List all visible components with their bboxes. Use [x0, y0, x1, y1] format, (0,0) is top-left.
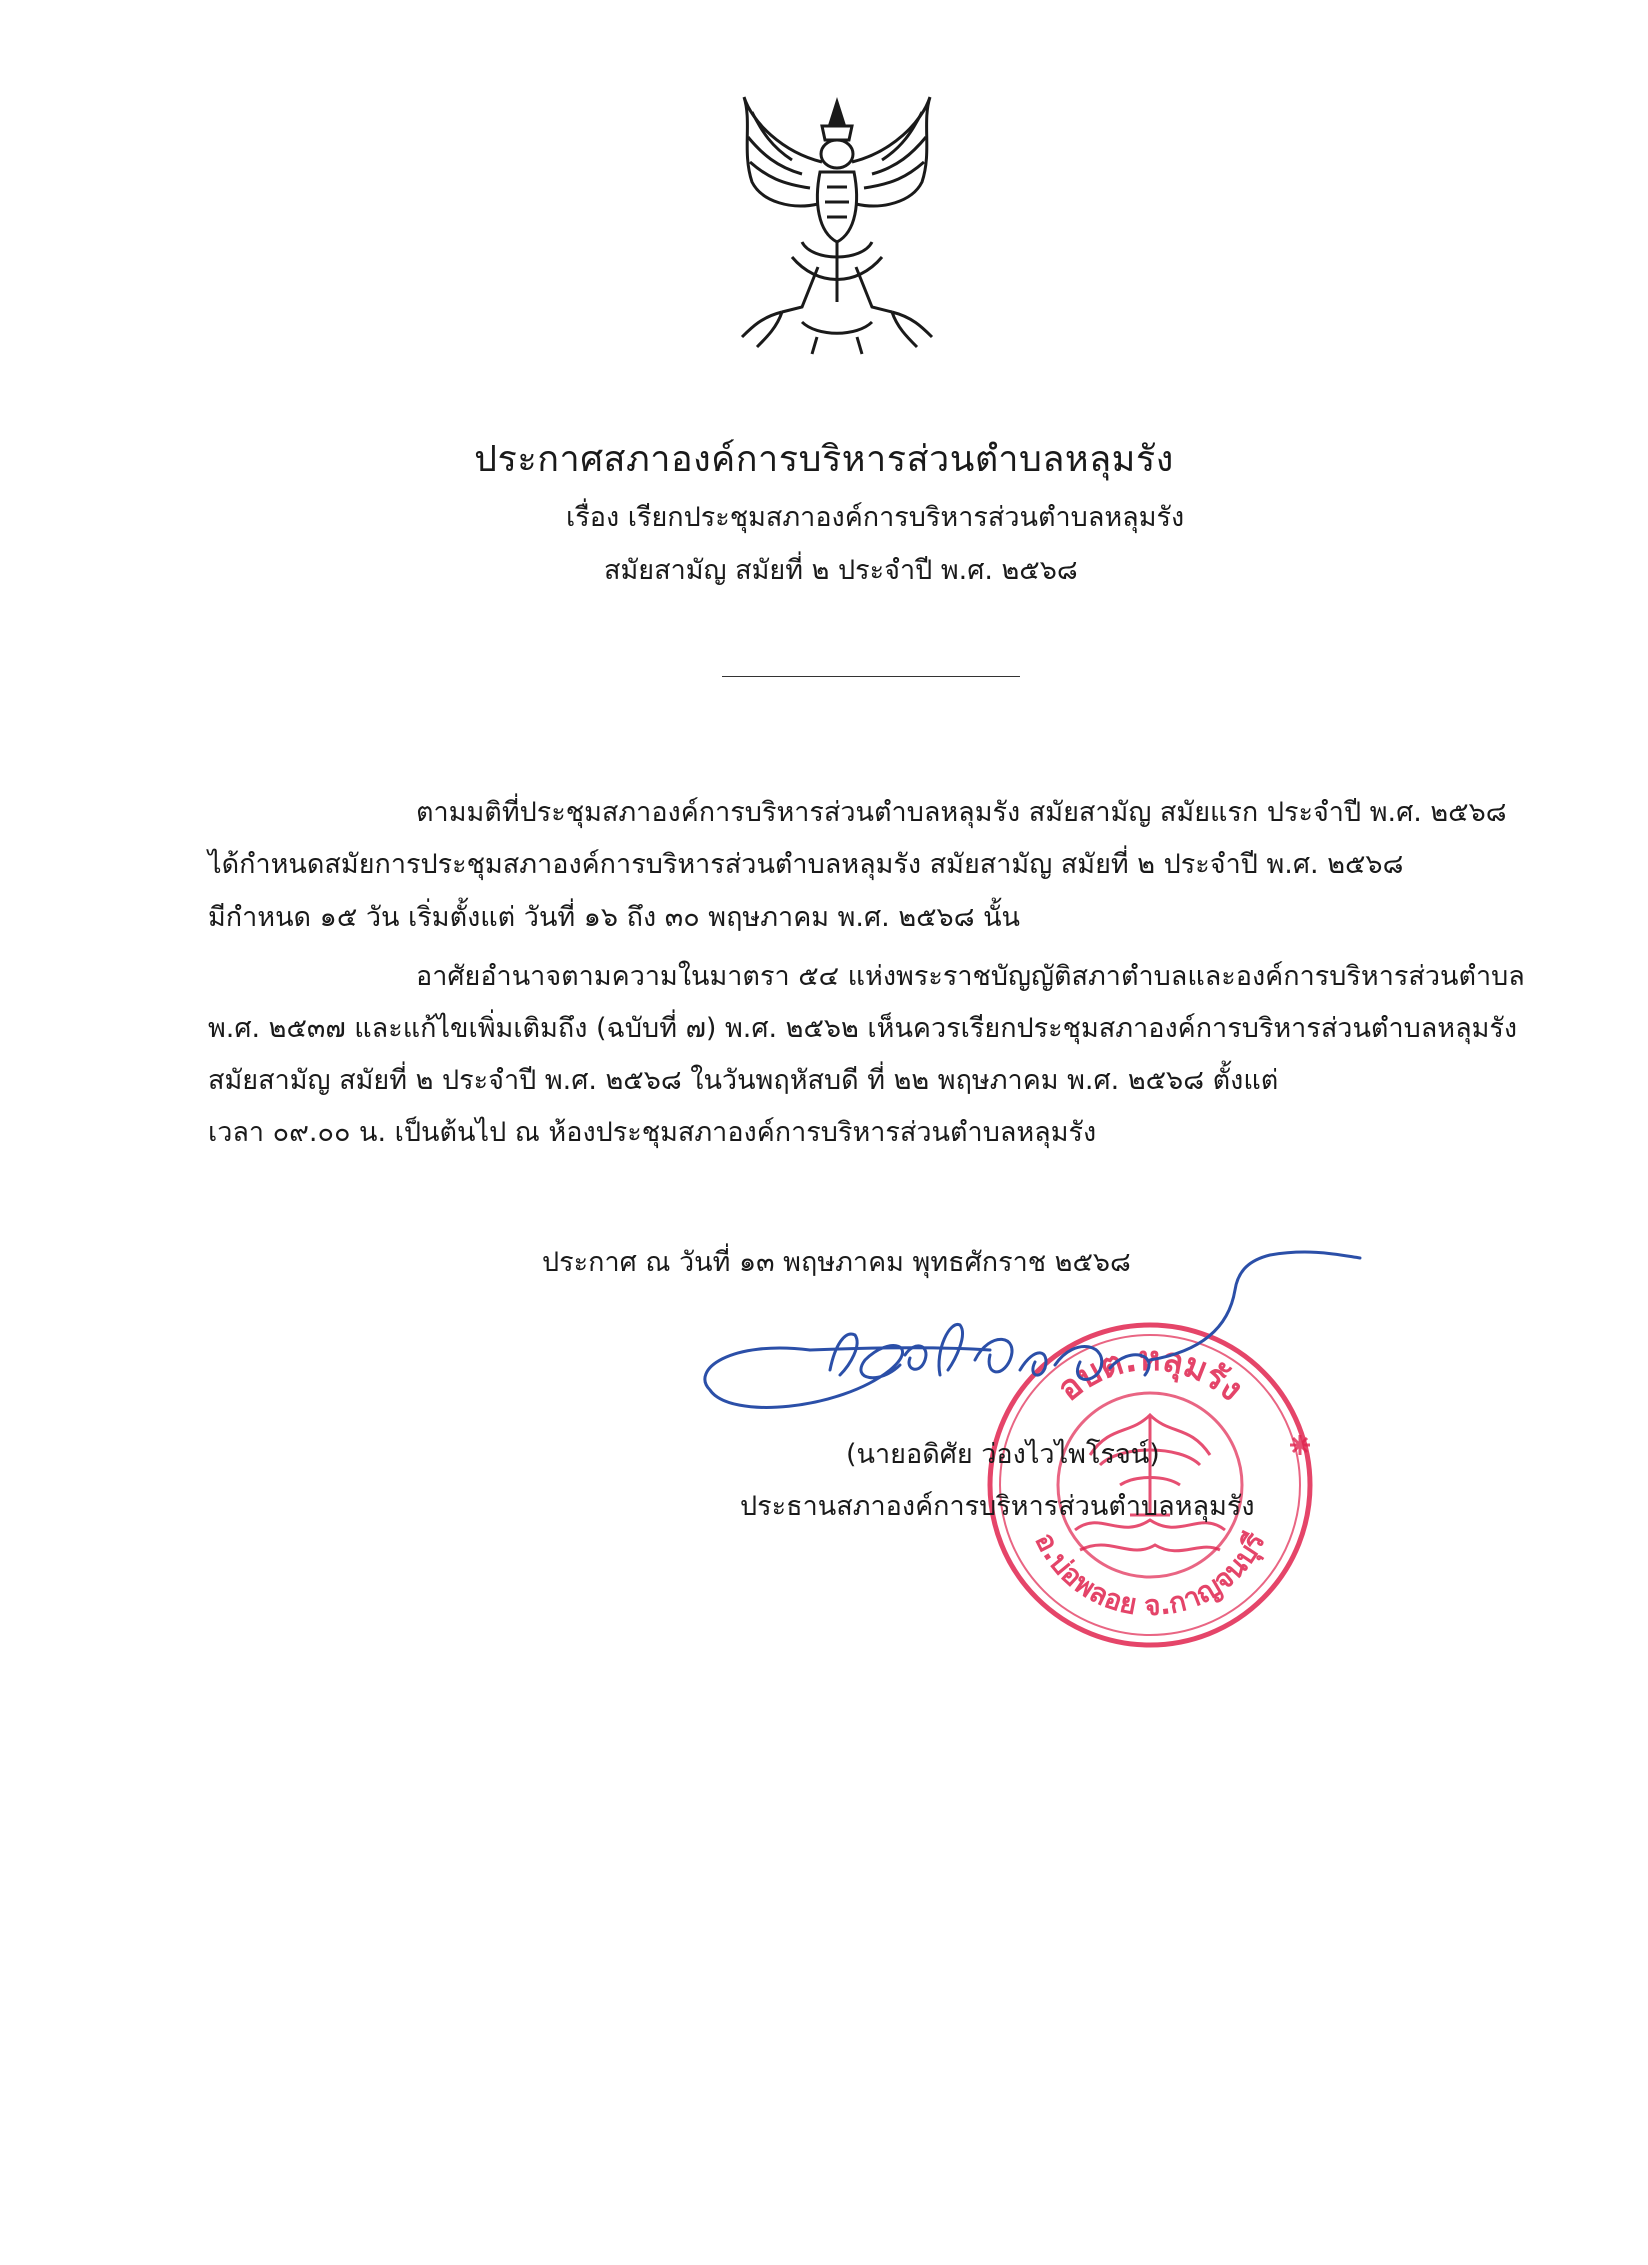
- proclamation-date: ประกาศ ณ วันที่ ๑๓ พฤษภาคม พุทธศักราช ๒๕๖๘: [542, 1247, 1131, 1278]
- announcement-title: ประกาศสภาองค์การบริหารส่วนตำบลหลุมรัง: [474, 439, 1174, 480]
- body-line-4: อาศัยอำนาจตามความในมาตรา ๕๔ แห่งพระราชบัญญัติสภาตำบลและองค์การบริหารส่วนตำบล: [416, 961, 1525, 992]
- garuda-emblem-icon: [722, 92, 952, 362]
- body-line-7: เวลา ๐๙.๐๐ น. เป็นต้นไป ณ ห้องประชุมสภาองค์การบริหารส่วนตำบลหลุมรัง: [208, 1117, 1097, 1148]
- signer-position: ประธานสภาองค์การบริหารส่วนตำบลหลุมรัง: [740, 1491, 1255, 1522]
- seal-bottom-text: อ.บ่อพลอย จ.กาญจนบุรี: [1028, 1527, 1272, 1623]
- title-divider: [722, 676, 1020, 677]
- handwritten-signature: [690, 1250, 1370, 1450]
- body-line-6: สมัยสามัญ สมัยที่ ๒ ประจำปี พ.ศ. ๒๕๖๘ ในวันพฤหัสบดี ที่ ๒๒ พฤษภาคม พ.ศ. ๒๕๖๘ ตั้งแต่: [208, 1065, 1279, 1096]
- body-line-1: ตามมติที่ประชุมสภาองค์การบริหารส่วนตำบลหลุมรัง สมัยสามัญ สมัยแรก ประจำปี พ.ศ. ๒๕๖๘: [416, 797, 1507, 828]
- body-line-2: ได้กำหนดสมัยการประชุมสภาองค์การบริหารส่วนตำบลหลุมรัง สมัยสามัญ สมัยที่ ๒ ประจำปี พ.ศ. ๒๕๖๘: [208, 849, 1404, 880]
- body-line-5: พ.ศ. ๒๕๓๗ และแก้ไขเพิ่มเติมถึง (ฉบับที่ ๗) พ.ศ. ๒๕๖๒ เห็นควรเรียกประชุมสภาองค์การบริหารส่วนตำบลหลุมรัง: [208, 1013, 1518, 1044]
- seal-top-text: อบต.หลุมรัง: [1049, 1338, 1251, 1410]
- body-line-3: มีกำหนด ๑๕ วัน เริ่มตั้งแต่ วันที่ ๑๖ ถึง ๓๐ พฤษภาคม พ.ศ. ๒๕๖๘ นั้น: [208, 902, 1021, 933]
- announcement-subject: เรื่อง เรียกประชุมสภาองค์การบริหารส่วนตำบลหลุมรัง: [566, 502, 1185, 533]
- announcement-session: สมัยสามัญ สมัยที่ ๒ ประจำปี พ.ศ. ๒๕๖๘: [604, 555, 1078, 586]
- signer-name: (นายอดิศัย ว่องไวไพโรจน์): [846, 1439, 1160, 1470]
